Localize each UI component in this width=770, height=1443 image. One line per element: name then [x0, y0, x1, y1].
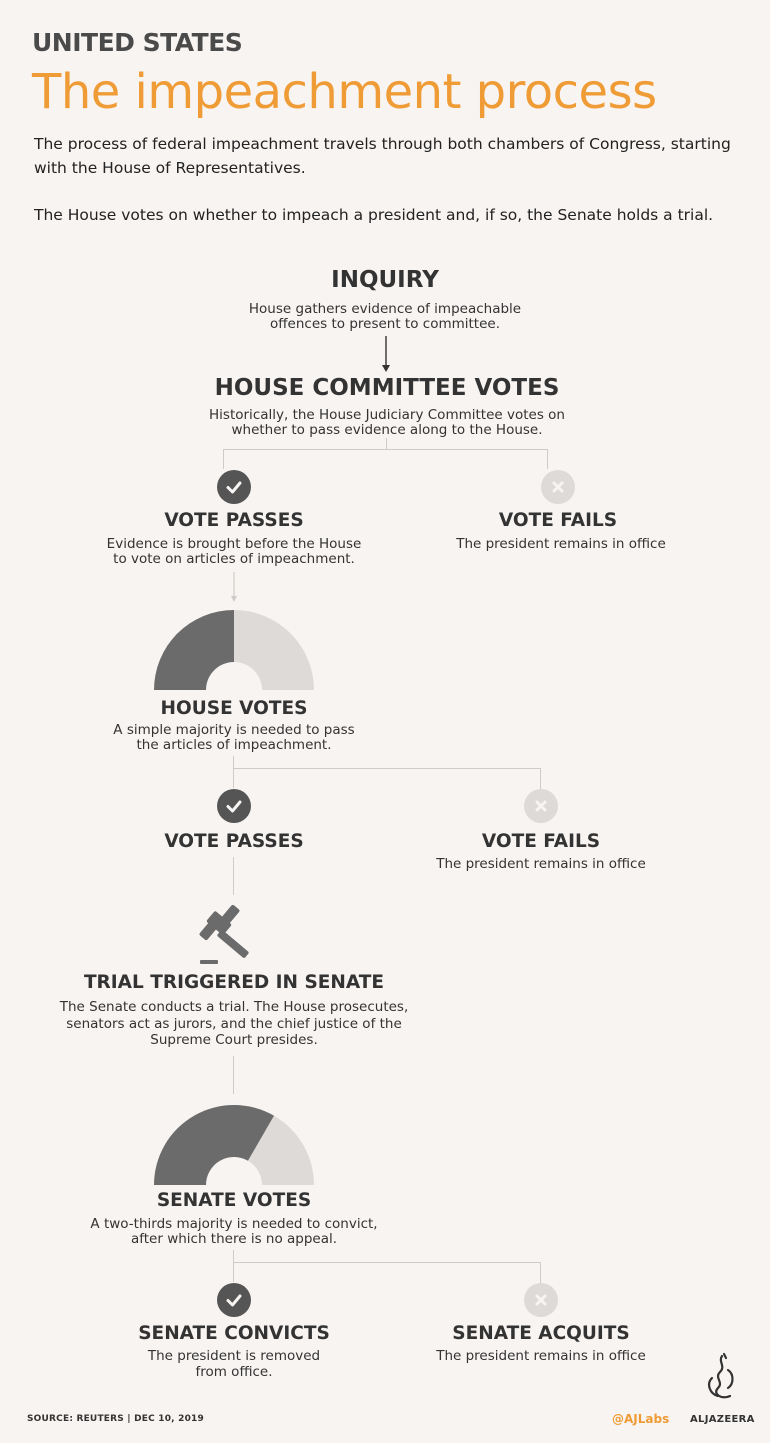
check-icon — [217, 470, 251, 504]
senate-convicts-title: SENATE CONVICTS — [138, 1323, 330, 1344]
senate-branch-left — [233, 1250, 234, 1282]
committee-branch-horizontal — [223, 449, 548, 450]
page-title: The impeachment process — [32, 64, 657, 120]
section-kicker: UNITED STATES — [32, 28, 243, 57]
committee-pass-title: VOTE PASSES — [164, 510, 304, 531]
x-icon — [541, 470, 575, 504]
intro-paragraph-2: The House votes on whether to impeach a president and, if so, the Senate holds a trial. — [34, 206, 714, 224]
committee-title: HOUSE COMMITTEE VOTES — [214, 375, 560, 401]
committee-pass-desc-line-2: to vote on articles of impeachment. — [113, 551, 355, 567]
committee-desc-line-1: Historically, the House Judiciary Committee votes on — [209, 407, 565, 423]
trial-desc-line-1: The Senate conducts a trial. The House prosecutes, — [59, 999, 409, 1015]
aljazeera-wordmark: ALJAZEERA — [690, 1414, 755, 1425]
ajlabs-handle: @AJLabs — [612, 1412, 670, 1426]
committee-to-house-arrow — [228, 572, 240, 604]
senate-gauge-filled-segment — [154, 1105, 274, 1185]
x-icon — [524, 1283, 558, 1317]
house-votes-gauge — [150, 606, 318, 694]
senate-votes-desc-line-1: A two-thirds majority is needed to convict, — [90, 1216, 378, 1232]
senate-acquits-desc: The president remains in office — [436, 1348, 646, 1364]
house-branch-left — [233, 756, 234, 788]
inquiry-desc-line-1: House gathers evidence of impeachable — [248, 301, 522, 317]
aljazeera-logo — [700, 1352, 744, 1408]
committee-desc-line-2: whether to pass evidence along to the House. — [231, 422, 543, 438]
senate-votes-title: SENATE VOTES — [156, 1190, 312, 1211]
house-fail-desc: The president remains in office — [436, 856, 646, 872]
house-branch-horizontal — [233, 768, 541, 769]
trial-to-senate-line — [233, 1056, 234, 1094]
senate-convicts-desc-line-1: The president is removed — [147, 1348, 321, 1364]
house-gauge-empty-segment — [234, 610, 314, 690]
inquiry-title: INQUIRY — [331, 267, 439, 293]
committee-branch-left — [223, 449, 224, 469]
source-credit: SOURCE: REUTERS | DEC 10, 2019 — [27, 1414, 204, 1424]
senate-acquits-title: SENATE ACQUITS — [452, 1323, 630, 1344]
house-votes-desc-line-2: the articles of impeachment. — [136, 737, 332, 753]
intro-paragraph-1: The process of federal impeachment travels through both chambers of Congress, starting with the House of Representatives. — [34, 135, 731, 177]
inquiry-desc-line-2: offences to present to committee. — [270, 316, 500, 332]
trial-desc-line-2: senators act as jurors, and the chief justice of the — [66, 1016, 402, 1032]
check-icon — [217, 789, 251, 823]
senate-branch-horizontal — [233, 1262, 541, 1263]
senate-convicts-desc-line-2: from office. — [195, 1364, 273, 1380]
house-to-trial-line — [233, 857, 234, 895]
senate-votes-desc-line-2: after which there is no appeal. — [130, 1231, 338, 1247]
house-branch-right — [540, 768, 541, 790]
house-votes-title: HOUSE VOTES — [160, 698, 308, 719]
committee-pass-desc-line-1: Evidence is brought before the House — [106, 536, 362, 552]
senate-branch-right — [540, 1262, 541, 1284]
trial-desc-line-3: Supreme Court presides. — [150, 1032, 318, 1048]
committee-fail-desc: The president remains in office — [456, 536, 666, 552]
house-fail-title: VOTE FAILS — [481, 831, 601, 852]
house-gauge-filled-segment — [154, 610, 234, 690]
inquiry-arrow — [380, 336, 392, 374]
house-votes-desc-line-1: A simple majority is needed to pass — [113, 722, 355, 738]
trial-title: TRIAL TRIGGERED IN SENATE — [83, 972, 385, 993]
gavel-icon — [196, 902, 268, 970]
committee-branch-right — [547, 449, 548, 469]
senate-votes-gauge — [150, 1101, 318, 1189]
x-icon — [524, 789, 558, 823]
house-pass-title: VOTE PASSES — [164, 831, 304, 852]
committee-fail-title: VOTE FAILS — [498, 510, 618, 531]
check-icon — [217, 1283, 251, 1317]
